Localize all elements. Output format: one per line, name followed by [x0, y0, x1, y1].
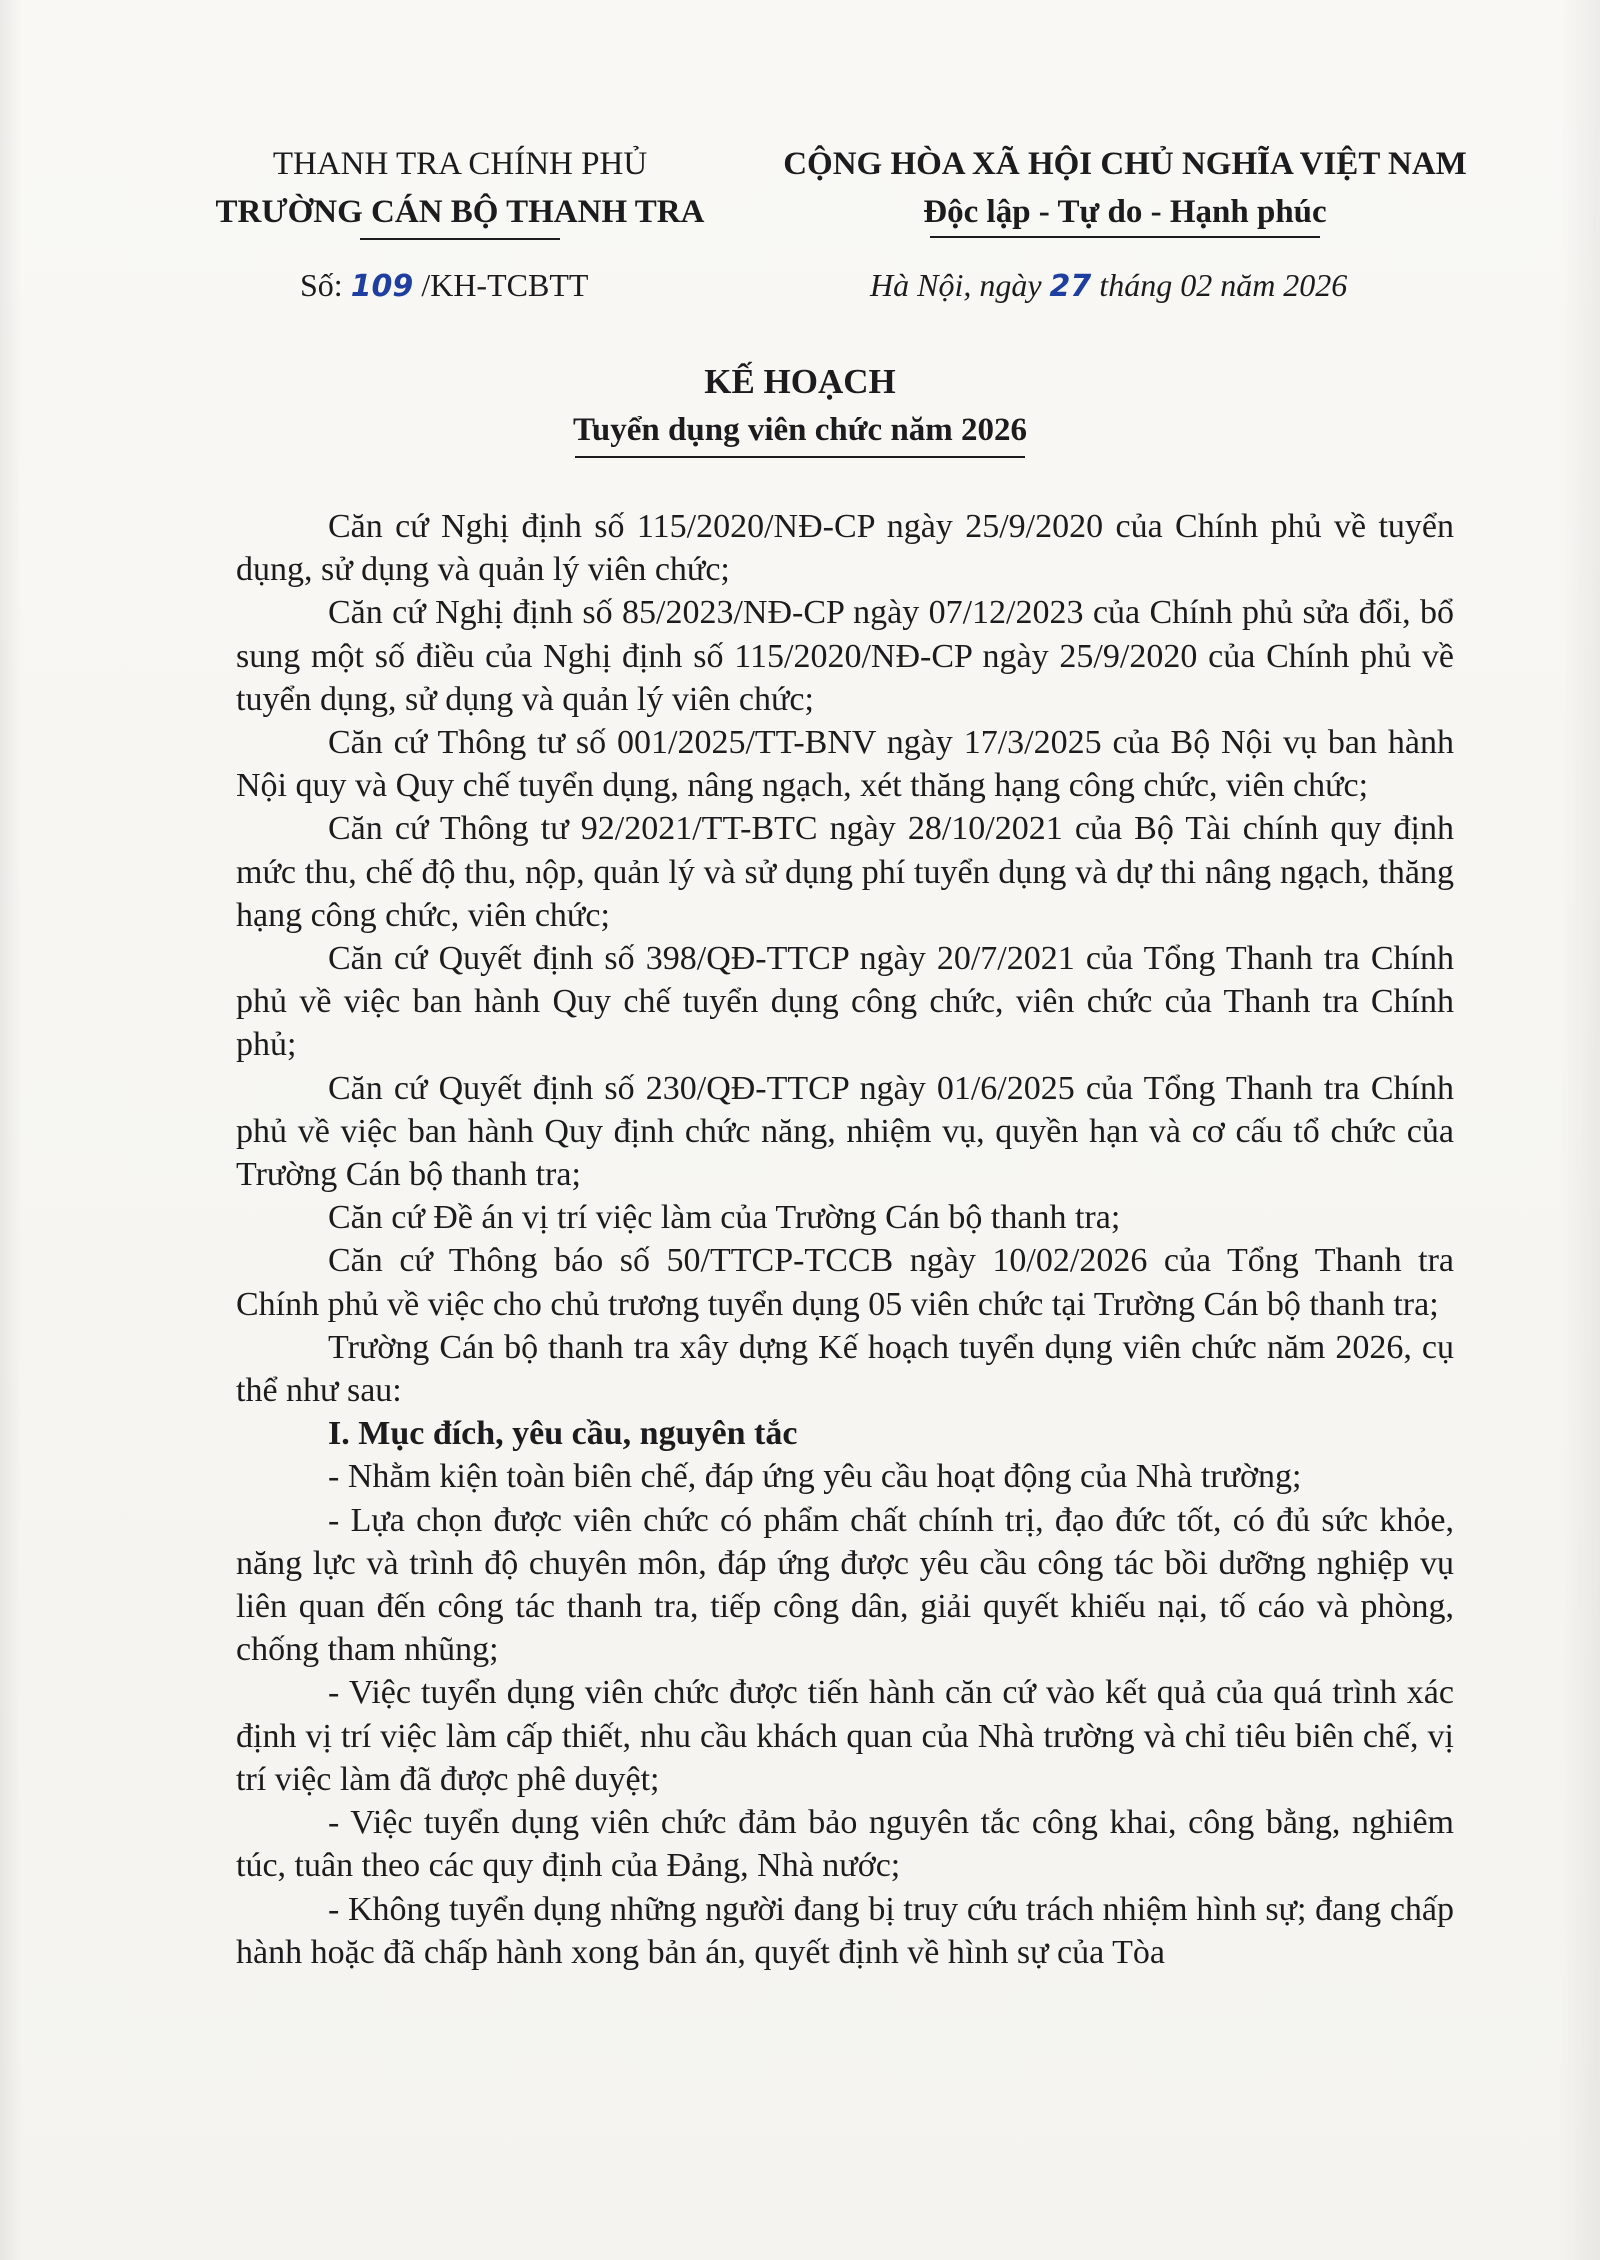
scan-edge-left [0, 0, 22, 2260]
section-heading: I. Mục đích, yêu cầu, nguyên tắc [328, 1415, 798, 1453]
bullet-item: - Lựa chọn được viên chức có phẩm chất chính trị, đạo đức tốt, có đủ sức khỏe, năng lực và trình độ chuyên môn, đáp ứng được yêu cầu công tác bồi dưỡng nghiệp vụ liên quan đến công tác thanh tra, tiếp công dân, giải quyết khiếu nại, tố cáo và phòng, chống tham nhũng; [236, 1501, 1454, 1669]
date-suffix: tháng 02 năm 2026 [1091, 267, 1348, 303]
document-body [236, 505, 1454, 1974]
intro-paragraph: Trường Cán bộ thanh tra xây dựng Kế hoạch tuyển dụng viên chức năm 2026, cụ thể như sau: [236, 1328, 1454, 1410]
scan-edge-right [1560, 0, 1600, 2260]
legal-basis-paragraph: Căn cứ Thông tư 92/2021/TT-BTC ngày 28/10/2021 của Bộ Tài chính quy định mức thu, chế độ thu, nộp, quản lý và sử dụng phí tuyển dụng và dự thi nâng ngạch, thăng hạng công chức, viên chức; [236, 810, 1454, 934]
bullet-item: - Nhằm kiện toàn biên chế, đáp ứng yêu cầu hoạt động của Nhà trường; [328, 1458, 1302, 1496]
date-prefix: Hà Nội, ngày [870, 267, 1050, 303]
reference-prefix: Số: [300, 267, 351, 303]
reference-suffix: /KH-TCBTT [413, 267, 589, 303]
date-handwritten-day: 27 [1049, 269, 1092, 304]
document-title [0, 358, 1600, 458]
national-header [730, 140, 1520, 238]
legal-basis-paragraph: Căn cứ Quyết định số 230/QĐ-TTCP ngày 01/6/2025 của Tổng Thanh tra Chính phủ về việc ban hành Quy định chức năng, nhiệm vụ, quyền hạn và cơ cấu tổ chức của Trường Cán bộ thanh tra; [236, 1069, 1454, 1194]
motto-underline [930, 236, 1320, 238]
legal-basis-paragraph: Căn cứ Nghị định số 85/2023/NĐ-CP ngày 07/12/2023 của Chính phủ sửa đổi, bổ sung một số điều của Nghị định số 115/2020/NĐ-CP ngày 25/9/2020 của Chính phủ về tuyển dụng, sử dụng và quản lý viên chức; [236, 594, 1454, 718]
country-name: CỘNG HÒA XÃ HỘI CHỦ NGHĨA VIỆT NAM [783, 146, 1467, 182]
title-main: KẾ HOẠCH [704, 362, 896, 401]
school-name: TRƯỜNG CÁN BỘ THANH TRA [215, 194, 705, 230]
legal-basis-paragraph: Căn cứ Thông tư số 001/2025/TT-BNV ngày 17/3/2025 của Bộ Nội vụ ban hành Nội quy và Quy chế tuyển dụng, nâng ngạch, xét thăng hạng công chức, viên chức; [236, 724, 1454, 805]
bullet-item: - Không tuyển dụng những người đang bị truy cứu trách nhiệm hình sự; đang chấp hành hoặc đã chấp hành xong bản án, quyết định về hình sự của Tòa [236, 1890, 1454, 1971]
bullet-item: - Việc tuyển dụng viên chức được tiến hành căn cứ vào kết quả của quá trình xác định vị trí việc làm cấp thiết, nhu cầu khách quan của Nhà trường và chỉ tiêu biên chế, vị trí việc làm đã được phê duyệt; [236, 1674, 1454, 1798]
reference-handwritten-number: 109 [350, 269, 414, 304]
title-subtitle: Tuyển dụng viên chức năm 2026 [572, 412, 1028, 448]
title-underline [575, 456, 1025, 458]
legal-basis-paragraph: Căn cứ Nghị định số 115/2020/NĐ-CP ngày 25/9/2020 của Chính phủ về tuyển dụng, sử dụng và quản lý viên chức; [236, 508, 1454, 589]
motto: Độc lập - Tự do - Hạnh phúc [923, 194, 1327, 230]
reference-number [300, 263, 588, 309]
bullet-item: - Việc tuyển dụng viên chức đảm bảo nguyên tắc công khai, công bằng, nghiêm túc, tuân theo các quy định của Đảng, Nhà nước; [236, 1804, 1454, 1885]
legal-basis-paragraph: Căn cứ Đề án vị trí việc làm của Trường Cán bộ thanh tra; [328, 1199, 1121, 1237]
issue-date [870, 263, 1347, 309]
issuer-block [180, 140, 740, 240]
legal-basis-paragraph: Căn cứ Thông báo số 50/TTCP-TCCB ngày 10/02/2026 của Tổng Thanh tra Chính phủ về việc cho chủ trương tuyển dụng 05 viên chức tại Trường Cán bộ thanh tra; [236, 1242, 1454, 1323]
legal-basis-paragraph: Căn cứ Quyết định số 398/QĐ-TTCP ngày 20/7/2021 của Tổng Thanh tra Chính phủ về việc ban hành Quy chế tuyển dụng công chức, viên chức của Thanh tra Chính phủ; [236, 940, 1454, 1064]
issuer-underline [360, 238, 560, 240]
agency-name: THANH TRA CHÍNH PHỦ [272, 146, 648, 182]
